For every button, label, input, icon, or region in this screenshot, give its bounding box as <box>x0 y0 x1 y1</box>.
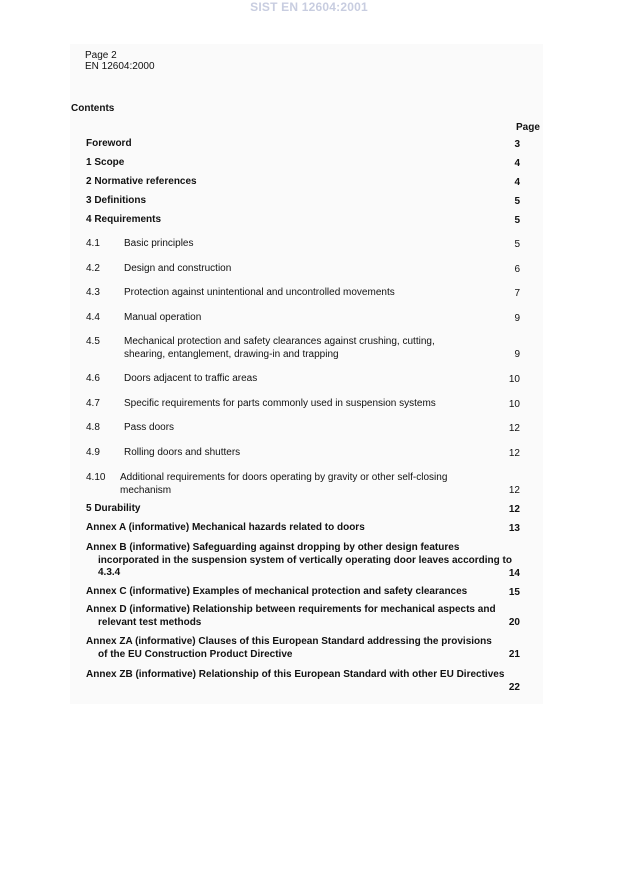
toc-entry-scope[interactable] <box>86 157 530 170</box>
toc-entry-title: 3 Definitions <box>86 195 147 206</box>
toc-entry-page: 6 <box>514 263 520 275</box>
toc-entry-number: 4.5 <box>86 336 100 347</box>
toc-entry-requirements[interactable] <box>86 214 530 227</box>
page-column-label: Page <box>516 122 540 133</box>
toc-entry-annex-zb[interactable] <box>86 669 530 694</box>
toc-entry-4-8[interactable] <box>86 422 530 435</box>
toc-entry-title: 4 Requirements <box>86 214 162 225</box>
toc-entry-page: 12 <box>508 503 520 515</box>
toc-entry-4-1[interactable] <box>86 238 530 251</box>
toc-entry-number: 4.10 <box>86 472 106 483</box>
toc-entry-page: 9 <box>514 348 520 360</box>
toc-entry-title: Basic principles <box>124 238 194 249</box>
watermark-text: SIST EN 12604:2001 <box>250 0 368 14</box>
toc-entry-title: Doors adjacent to traffic areas <box>124 373 258 384</box>
toc-entry-annex-b[interactable] <box>86 542 530 580</box>
toc-entry-page: 7 <box>514 287 520 299</box>
toc-entry-4-4[interactable] <box>86 312 530 325</box>
toc-entry-page: 13 <box>508 522 520 534</box>
toc-entry-durability[interactable] <box>86 503 530 516</box>
toc-entry-page: 10 <box>508 398 520 410</box>
toc-entry-number: 4.8 <box>86 422 100 433</box>
toc-entry-page: 14 <box>508 567 520 579</box>
page-number-header: Page 2 <box>85 50 117 61</box>
toc-entry-title: Design and construction <box>124 263 232 274</box>
toc-entry-page: 12 <box>508 484 520 496</box>
toc-entry-4-5[interactable] <box>86 336 530 361</box>
toc-entry-4-7[interactable] <box>86 398 530 411</box>
toc-entry-foreword[interactable] <box>86 138 530 151</box>
toc-entry-number: 4.7 <box>86 398 100 409</box>
toc-entry-page: 21 <box>508 648 520 660</box>
toc-entry-title: Pass doors <box>124 422 175 433</box>
toc-entry-number: 4.3 <box>86 287 100 298</box>
toc-entry-definitions[interactable] <box>86 195 530 208</box>
toc-entry-title: Annex ZA (informative) Clauses of this European Standard addressing the provisions of the EU Construction Product Directive <box>86 636 492 660</box>
toc-entry-annex-c[interactable] <box>86 586 530 599</box>
toc-entry-4-2[interactable] <box>86 263 530 276</box>
toc-entry-title: Rolling doors and shutters <box>124 447 241 458</box>
toc-entry-page: 10 <box>508 373 520 385</box>
toc-entry-annex-za[interactable] <box>86 636 530 661</box>
toc-entry-title: Annex A (informative) Mechanical hazards related to doors <box>86 522 365 533</box>
toc-entry-page: 4 <box>514 157 520 169</box>
contents-heading: Contents <box>71 103 115 114</box>
toc-entry-page: 5 <box>514 214 520 226</box>
toc-entry-page: 12 <box>508 422 520 434</box>
toc-entry-title: Annex C (informative) Examples of mechanical protection and safety clearances <box>86 586 468 597</box>
toc-entry-title: 2 Normative references <box>86 176 197 187</box>
toc-entry-title: Additional requirements for doors operating by gravity or other self-closing mechanism <box>120 472 448 496</box>
toc-entry-page: 4 <box>514 176 520 188</box>
toc-entry-4-6[interactable] <box>86 373 530 386</box>
toc-entry-number: 4.1 <box>86 238 100 249</box>
toc-entry-page: 5 <box>514 238 520 250</box>
toc-entry-number: 4.6 <box>86 373 100 384</box>
toc-entry-4-3[interactable] <box>86 287 530 300</box>
toc-entry-page: 3 <box>514 138 520 150</box>
toc-entry-title: Specific requirements for parts commonly used in suspension systems <box>124 398 436 409</box>
toc-entry-page: 22 <box>508 681 520 693</box>
toc-entry-page: 20 <box>508 616 520 628</box>
toc-entry-title: Protection against unintentional and uncontrolled movements <box>124 287 395 298</box>
toc-entry-number: 4.2 <box>86 263 100 274</box>
toc-entry-annex-d[interactable] <box>86 604 530 629</box>
toc-entry-title: Manual operation <box>124 312 202 323</box>
toc-entry-title: 1 Scope <box>86 157 125 168</box>
toc-entry-title: Foreword <box>86 138 132 149</box>
toc-entry-page: 12 <box>508 447 520 459</box>
toc-entry-normative-references[interactable] <box>86 176 530 189</box>
toc-entry-number: 4.4 <box>86 312 100 323</box>
toc-entry-title: 5 Durability <box>86 503 141 514</box>
toc-entry-title: Annex B (informative) Safeguarding against dropping by other design features incorporated in the suspension system of vertically operating door leaves according to 4.3.4 <box>86 542 512 578</box>
toc-entry-page: 5 <box>514 195 520 207</box>
toc-entry-title: Mechanical protection and safety clearances against crushing, cutting, shearing, entanglement, drawing-in and trapping <box>124 336 435 360</box>
toc-entry-title: Annex ZB (informative) Relationship of this European Standard with other EU Directives <box>86 669 505 680</box>
toc-entry-4-9[interactable] <box>86 447 530 460</box>
toc-entry-number: 4.9 <box>86 447 100 458</box>
standard-number-header: EN 12604:2000 <box>85 61 155 72</box>
toc-entry-4-10[interactable] <box>86 472 530 497</box>
toc-entry-annex-a[interactable] <box>86 522 530 535</box>
toc-entry-page: 9 <box>514 312 520 324</box>
toc-entry-title: Annex D (informative) Relationship between requirements for mechanical aspects and relevant test methods <box>86 604 496 628</box>
toc-entry-page: 15 <box>508 586 520 598</box>
